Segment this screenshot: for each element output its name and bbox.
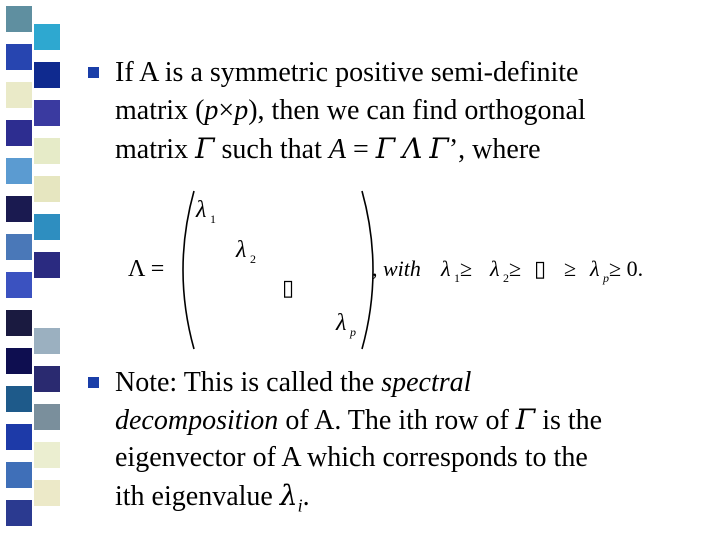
bullet-marker [88,67,99,78]
para2-spectral-word: spectral [381,367,472,398]
cond-ge-1: ≥ [460,256,473,281]
cond-placeholder: ▯ [534,256,547,281]
cond-ge-2: ≥ [509,256,522,281]
matrix-lhs: Λ = [128,256,165,282]
para2-line4-text: ith eigenvalue [115,481,280,512]
decorative-square [6,310,32,336]
decorative-square [6,348,32,374]
decorative-square [34,24,60,50]
decorative-square [6,272,32,298]
lambda-capital-symbol: Λ [402,132,423,165]
diag-lambda-2-sub: 2 [250,252,256,266]
para2-line4 [115,478,310,524]
para1-line2-text-a: matrix ( [115,95,205,126]
para2-line3 [115,440,588,476]
lambda-symbol: λ [279,479,298,512]
var-p: p [234,95,249,126]
cond-lambda-1: λ [441,256,451,281]
gamma-symbol: Γ [375,132,396,165]
decorative-square [34,404,60,430]
para2-line4-end: . [302,481,310,512]
decorative-square [6,234,32,260]
decorative-square [34,138,60,164]
decorative-square [6,44,32,70]
cond-ge-4: ≥ 0. [609,256,644,281]
decorative-square [34,480,60,506]
decorative-square [34,100,60,126]
para2-decomposition-word: decomposition [115,405,279,436]
para2-line3-text: eigenvector of A which corresponds to the [115,442,588,473]
decorative-square [6,82,32,108]
decorative-square [34,62,60,88]
para2-line1-text-a: Note: This is called the [115,367,382,398]
decorative-square [34,366,60,392]
gamma-symbol: Γ [515,403,536,436]
gamma-symbol: Γ [195,132,215,165]
cond-lambda-1-sub: 1 [454,271,460,285]
para2-line2-text-c: is the [535,405,603,436]
decorative-square [34,290,60,316]
cond-lambda-2-sub: 2 [503,271,509,285]
diag-lambda-1: λ [196,197,207,223]
diag-lambda-2: λ [236,237,247,263]
para1-line3-text-a: matrix [115,134,196,165]
equals-sign: = [345,134,376,165]
lambda-sub-i: i [297,495,303,516]
diag-lambda-1-sub: 1 [210,212,216,226]
decorative-square [6,500,32,526]
decorative-square [34,442,60,468]
cond-lambda-p-sub: p [603,271,609,285]
with-text: , with [372,256,421,281]
decorative-square [34,328,60,354]
para2-line2-text-b: of A. The ith row of [278,405,516,436]
cond-lambda-2: λ [490,256,500,281]
decorative-square [6,120,32,146]
decorative-square [6,386,32,412]
decorative-square [6,196,32,222]
para1-line3 [115,131,541,168]
decorative-square [6,6,32,32]
decorative-square [34,214,60,240]
cond-ge-3: ≥ [564,256,577,281]
para1-line2 [115,93,586,129]
decorative-square [6,462,32,488]
para1-line1 [115,55,578,91]
cond-lambda-p: λ [590,256,600,281]
gamma-symbol: Γ [429,132,449,165]
decorative-square-strip [0,0,66,540]
lambda-matrix-equation [118,185,698,355]
var-A: A [328,134,346,165]
times-symbol: × [218,95,235,126]
para1-line1-text: If A is a symmetric positive semi-definite [115,57,579,88]
decorative-square [6,158,32,184]
para2-line1 [115,365,471,401]
diag-lambda-p: λ [336,310,347,336]
left-parenthesis [183,191,194,349]
diag-placeholder: ▯ [282,275,295,300]
para1-line3-text-b: such that [214,134,329,165]
para1-line3-end: ’, where [448,134,541,165]
para2-line2 [115,402,602,439]
decorative-square [34,252,60,278]
decorative-square [6,424,32,450]
var-p: p [204,95,219,126]
decorative-square [34,176,60,202]
diag-lambda-p-sub: p [350,325,356,339]
para1-line2-text-b: ), then we can find orthogonal [248,95,586,126]
bullet-marker [88,377,99,388]
